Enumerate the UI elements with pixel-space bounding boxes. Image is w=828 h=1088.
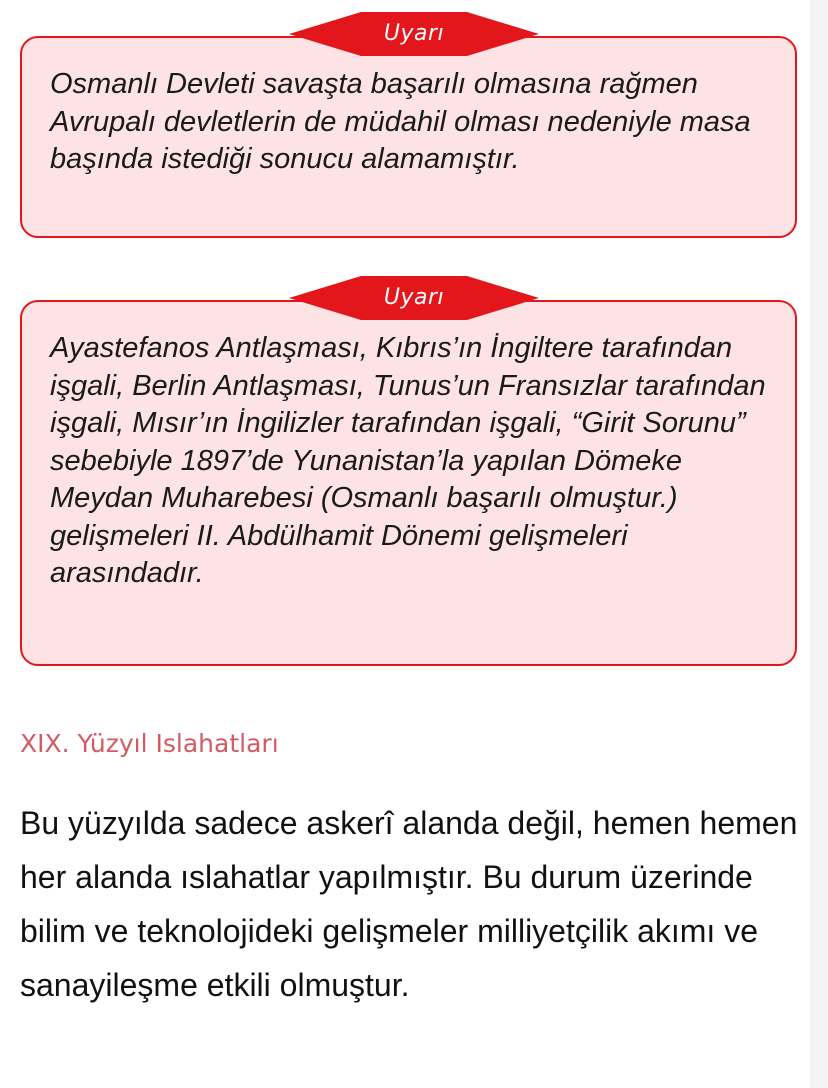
page-edge-strip [810, 0, 828, 1088]
warning-note-box [20, 300, 797, 666]
section-heading: XIX. Yüzyıl Islahatları [20, 729, 279, 758]
warning-banner-label: Uyarı [383, 285, 445, 310]
warning-banner [289, 12, 539, 56]
warning-banner-label: Uyarı [383, 21, 445, 46]
body-paragraph: Bu yüzyılda sadece askerî alanda değil, hemen hemen her alanda ıslahatlar yapılmıştır. Bu durum üzerinde bilim ve teknolojideki gelişmeler milliyetçilik akımı ve sanayileşme etkili olmuştur. [20, 805, 798, 1003]
warning-banner [289, 276, 539, 320]
warning-note-box [20, 36, 797, 238]
warning-note-text: Osmanlı Devleti savaşta başarılı olmasına rağmen Avrupalı devletlerin de müdahil olması nedeniyle masa başında istediği sonucu alamamıştır. [50, 68, 751, 175]
warning-note-text: Ayastefanos Antlaşması, Kıbrıs’ın İngiltere tarafından işgali, Berlin Antlaşması, Tunus’un Fransızlar tarafından işgali, Mısır’ın İngilizler tarafından işgali, “Girit Sorunu” sebebiyle 1897’de Yunanistan’la yapılan Dömeke Meydan Muharebesi (Osmanlı başarılı olmuştur.) gelişmeleri II. Abdülhamit Dönemi gelişmeleri arasındadır. [50, 332, 766, 589]
